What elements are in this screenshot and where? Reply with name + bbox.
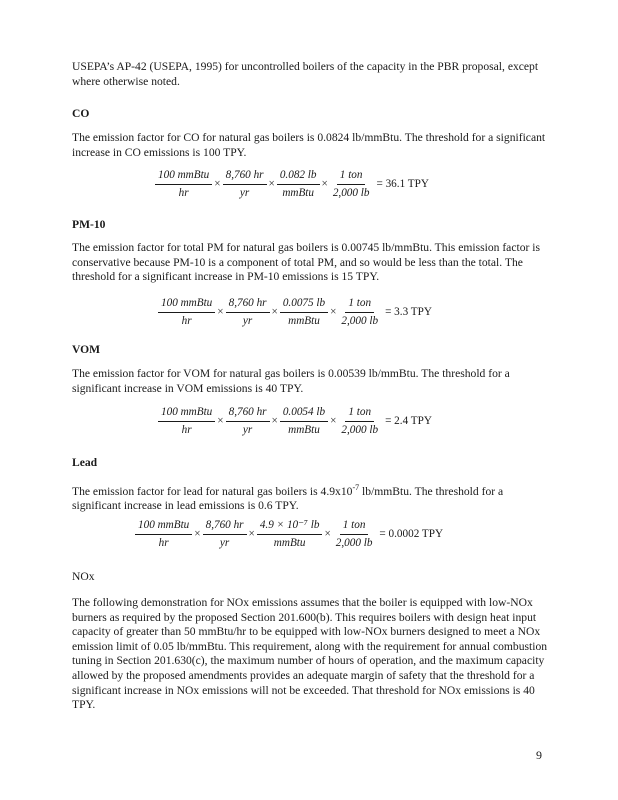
intro-paragraph: USEPA’s AP-42 (USEPA, 1995) for uncontrolled boilers of the capacity in the PBR proposal, except where otherwise noted. xyxy=(72,60,539,88)
vom-heading: VOM xyxy=(72,343,101,356)
lead-equation: $\frac{\text{100 mmBtu}}{hr}$ × $\frac{8,760 hr}{yr}$ × $\frac{\text{4.9 × 10⁻⁷ lb}}{\text{mmBtu}}$ × $\frac{\text{1 ton}}{2,000 lb}$ = 0.0002 TPY xyxy=(135,518,443,550)
vom-frac-2: $\frac{8,760 hr}{yr}$ xyxy=(226,405,270,437)
page-number: 9 xyxy=(536,748,542,762)
co-paragraph: The emission factor for CO for natural gas boilers is 0.0824 lb/mmBtu. The threshold for a significant increase in CO emissions is 100 TPY. xyxy=(72,131,546,159)
pm10-paragraph: The emission factor for total PM for natural gas boilers is 0.00745 lb/mmBtu. This emission factor is conservative because PM-10 is a component of total PM, and so would be less than the total. The threshold for a significant increase in PM-10 emissions is 15 TPY. xyxy=(72,241,540,284)
nox-paragraph: The following demonstration for NOx emissions assumes that the boiler is equipped with low-NOx burners as required by the proposed Section 201.600(b). This requires boilers with design heat input capacity of greater than 50 mmBtu/hr to be equipped with low-NOx burners designed to meet a NOx emission limit of 0.05 lb/mmBtu. This requirement, along with the requirement for annual combustion tuning in Section 201.630(c), the maximum number of hours of operation, and the maximum capacity allowed by the proposed amendments provides an adequate margin of safety that the threshold for a significant increase in NOx emissions will not be exceeded. That threshold for NOx emissions is 40 TPY. xyxy=(72,596,548,712)
pm10-heading: PM-10 xyxy=(72,218,106,231)
lead-frac-3: $\frac{\text{4.9 × 10⁻⁷ lb}}{\text{mmBtu}}$ xyxy=(257,518,323,550)
co-frac-3: $\frac{0.082 lb}{\text{mmBtu}}$ xyxy=(277,168,320,200)
co-result: = 36.1 TPY xyxy=(376,177,429,190)
vom-frac-1: $\frac{\text{100 mmBtu}}{hr}$ xyxy=(158,405,215,437)
lead-frac-2: $\frac{8,760 hr}{yr}$ xyxy=(203,518,247,550)
pm10-frac-1: $\frac{\text{100 mmBtu}}{hr}$ xyxy=(158,296,215,328)
co-frac-4: $\frac{\text{1 ton}}{2,000 lb}$ xyxy=(332,169,370,199)
pm10-frac-2: $\frac{8,760 hr}{yr}$ xyxy=(226,296,270,328)
lead-paragraph: The emission factor for lead for natural gas boilers is $4.9x10^{-7}$ lb/mmBtu. The threshold for a significant increase in lead emissions is 0.6 TPY. xyxy=(72,483,504,513)
vom-paragraph: The emission factor for VOM for natural gas boilers is 0.00539 lb/mmBtu. The threshold for a significant increase in VOM emissions is 40 TPY. xyxy=(72,367,510,395)
lead-frac-4: $\frac{\text{1 ton}}{2,000 lb}$ xyxy=(335,519,373,549)
lead-frac-1: $\frac{\text{100 mmBtu}}{hr}$ xyxy=(135,518,192,550)
pm10-frac-4: $\frac{\text{1 ton}}{2,000 lb}$ xyxy=(341,297,379,327)
co-equation: $\frac{\text{100 mmBtu}}{hr}$ × $\frac{8,760 hr}{yr}$ × $\frac{0.082 lb}{\text{mmBtu}}$ × $\frac{\text{1 ton}}{2,000 lb}$ = 36.1 TPY xyxy=(155,168,429,200)
pm10-equation: $\frac{\text{100 mmBtu}}{hr}$ × $\frac{8,760 hr}{yr}$ × $\frac{0.0075 lb}{\text{mmBtu}}$ × $\frac{\text{1 ton}}{2,000 lb}$ = 3.3 TPY xyxy=(158,296,432,328)
vom-frac-3: $\frac{0.0054 lb}{\text{mmBtu}}$ xyxy=(280,405,328,437)
vom-equation: $\frac{\text{100 mmBtu}}{hr}$ × $\frac{8,760 hr}{yr}$ × $\frac{0.0054 lb}{\text{mmBtu}}$ × $\frac{\text{1 ton}}{2,000 lb}$ = 2.4 TPY xyxy=(158,405,432,437)
lead-result: = 0.0002 TPY xyxy=(379,527,444,540)
pm10-result: = 3.3 TPY xyxy=(385,305,432,318)
co-frac-2: $\frac{8,760 hr}{yr}$ xyxy=(223,168,267,200)
vom-frac-4: $\frac{\text{1 ton}}{2,000 lb}$ xyxy=(341,406,379,436)
nox-heading: NOx xyxy=(72,570,95,583)
lead-heading: Lead xyxy=(72,456,98,469)
vom-result: = 2.4 TPY xyxy=(385,414,432,427)
pm10-frac-3: $\frac{0.0075 lb}{\text{mmBtu}}$ xyxy=(280,296,328,328)
co-frac-1: $\frac{\text{100 mmBtu}}{hr}$ xyxy=(155,168,212,200)
co-heading: CO xyxy=(72,107,90,120)
